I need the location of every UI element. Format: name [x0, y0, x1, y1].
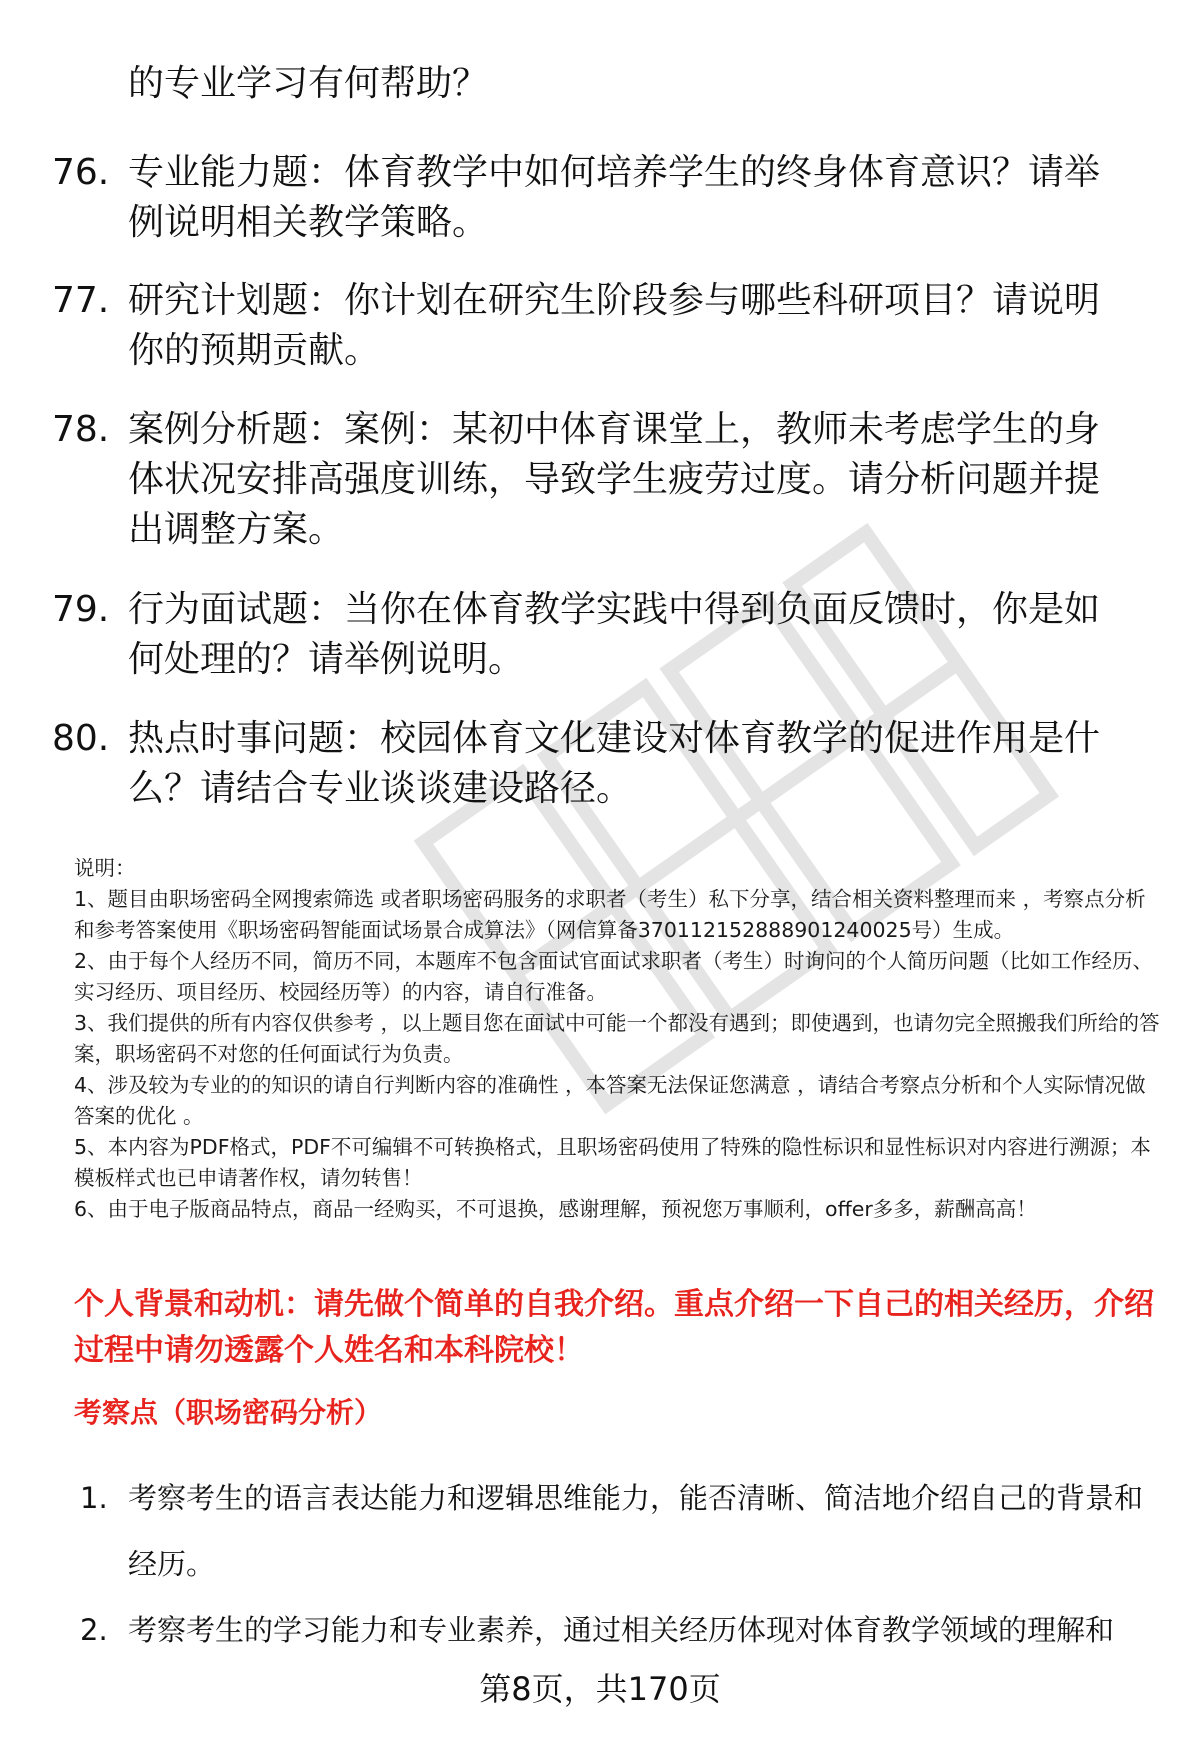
note-item: 3、我们提供的所有内容仅供参考 ，以上题目您在面试中可能一个都没有遇到；即使遇到，也请勿完全照搬我们所给的答案，职场密码不对您的任何面试行为负责。 — [74, 1011, 1160, 1066]
notes-title: 说明： — [74, 856, 136, 880]
question-item — [52, 405, 1132, 555]
note-item: 5、本内容为PDF格式，PDF不可编辑不可转换格式，且职场密码使用了特殊的隐性标识和显性标识对内容进行溯源；本模板样式也已申请著作权，请勿转售！ — [74, 1135, 1151, 1190]
analysis-point-number: 1. — [80, 1481, 108, 1515]
note-item: 6、由于电子版商品特点，商品一经购买，不可退换，感谢理解，预祝您万事顺利，offer多多，薪酬高高！ — [74, 1197, 1037, 1221]
question-number: 76. — [52, 152, 110, 193]
question-text: 热点时事问题：校园体育文化建设对体育教学的促进作用是什么？请结合专业谈谈建设路径。 — [128, 718, 1101, 809]
question-number: 79. — [52, 589, 110, 630]
question-number: 78. — [52, 409, 110, 450]
question-text: 行为面试题：当你在体育教学实践中得到负面反馈时，你是如何处理的？请举例说明。 — [128, 589, 1101, 680]
question-text: 研究计划题：你计划在研究生阶段参与哪些科研项目？请说明你的预期贡献。 — [128, 280, 1101, 371]
question-number: 80. — [52, 718, 110, 759]
question-text: 案例分析题：案例：某初中体育课堂上，教师未考虑学生的身体状况安排高强度训练，导致学生疲劳过度。请分析问题并提出调整方案。 — [128, 409, 1101, 550]
question-item — [52, 148, 1132, 248]
question-heading: 个人背景和动机：请先做个简单的自我介绍。重点介绍一下自己的相关经历，介绍过程中请勿透露个人姓名和本科院校！ — [74, 1287, 1154, 1368]
question-text: 专业能力题：体育教学中如何培养学生的终身体育意识？请举例说明相关教学策略。 — [128, 152, 1101, 243]
continuation-text: 的专业学习有何帮助？ — [128, 63, 489, 104]
analysis-point — [80, 1465, 1160, 1597]
page-footer: 第8页，共170页 — [479, 1670, 721, 1708]
analysis-point-text: 考察考生的语言表达能力和逻辑思维能力，能否清晰、简洁地介绍自己的背景和经历。 — [128, 1481, 1144, 1581]
question-item — [52, 714, 1132, 814]
note-item: 1、题目由职场密码全网搜索筛选 或者职场密码服务的求职者（考生）私下分享，结合相关资料整理而来 ，考察点分析和参考答案使用《职场密码智能面试场景合成算法》（网信算备370112152888901240025号）生成。 — [74, 887, 1146, 942]
question-number: 77. — [52, 280, 110, 321]
analysis-heading: 考察点（职场密码分析） — [74, 1396, 383, 1429]
note-item: 2、由于每个人经历不同，简历不同，本题库不包含面试官面试求职者（考生）时询问的个人简历问题（比如工作经历、实习经历、项目经历、校园经历等）的内容，请自行准备。 — [74, 949, 1154, 1004]
disclaimer-notes — [74, 853, 1164, 1225]
question-item — [52, 276, 1132, 376]
analysis-point-text: 考察考生的学习能力和专业素养，通过相关经历体现对体育教学领域的理解和 — [128, 1613, 1115, 1647]
analysis-point — [80, 1597, 1160, 1663]
analysis-point-number: 2. — [80, 1613, 108, 1647]
note-item: 4、涉及较为专业的的知识的请自行判断内容的准确性 ，本答案无法保证您满意 ，请结合考察点分析和个人实际情况做答案的优化 。 — [74, 1073, 1146, 1128]
question-item — [52, 585, 1132, 685]
